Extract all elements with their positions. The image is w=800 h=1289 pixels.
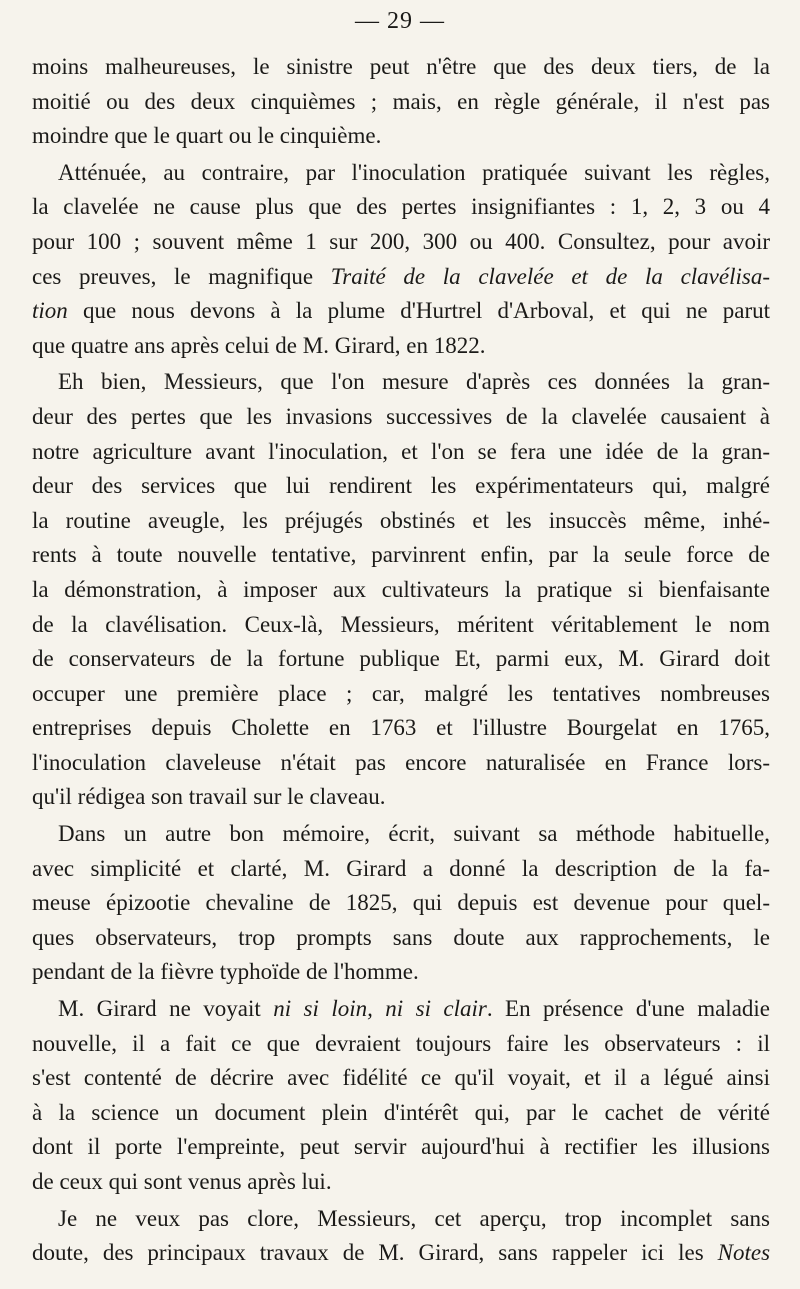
text-line: entreprises depuis Cholette en 1763 et l'illustre Bourgelat en 1765, <box>32 715 770 741</box>
text-line: meuse épizootie chevaline de 1825, qui depuis est devenue pour quel- <box>32 890 770 916</box>
text-line: Dans un autre bon mémoire, écrit, suivant sa méthode habituelle, <box>58 821 770 847</box>
text-line: pendant de la fièvre typhoïde de l'homme. <box>32 959 419 985</box>
text-line: de la clavélisation. Ceux-là, Messieurs, méritent véritablement le nom <box>32 611 770 637</box>
text-line: pour 100 ; souvent même 1 sur 200, 300 ou 400. Consultez, pour avoir <box>32 228 770 254</box>
text-line: la démonstration, à imposer aux cultivateurs la pratique si bienfaisante <box>32 576 770 602</box>
italic-quote: ni si loin, ni si clair <box>273 996 487 1022</box>
text-line: moitié ou des deux cinquièmes ; mais, en règle générale, il n'est pas <box>32 88 770 114</box>
text-line: notre agriculture avant l'inoculation, et l'on se fera une idée de la gran- <box>32 438 770 464</box>
text-line: de ceux qui sont venus après lui. <box>32 1169 332 1194</box>
text-line: ques observateurs, trop prompts sans doute aux rapprochements, le <box>32 924 770 950</box>
text-line: que quatre ans après celui de M. Girard, en 1822. <box>32 332 486 358</box>
text-line: la clavelée ne cause plus que des pertes insignifiantes : 1, 2, 3 ou 4 <box>32 194 770 220</box>
paragraph-1 <box>32 50 770 154</box>
text-line: qu'il rédigea son travail sur le claveau. <box>32 784 386 810</box>
text-line <box>32 1236 770 1271</box>
paragraph-3 <box>32 365 770 815</box>
text-line: Atténuée, au contraire, par l'inoculation pratiquée suivant les règles, <box>58 159 770 185</box>
italic-title-end: tion <box>32 298 68 324</box>
text-line: de conservateurs de la fortune publique Et, parmi eux, M. Girard doit <box>32 646 770 672</box>
paragraph-5 <box>32 992 770 1200</box>
paragraph-2 <box>32 156 770 364</box>
text-segment: doute, des principaux travaux de M. Girard, sans rappeler ici les <box>32 1240 704 1266</box>
text-segment: M. Girard ne voyait <box>58 996 261 1022</box>
text-line: rents à toute nouvelle tentative, parvinrent enfin, par la seule force de <box>32 542 770 568</box>
text-line: deur des pertes que les invasions successives de la clavelée causaient à <box>32 403 770 429</box>
text-line: l'inoculation claveleuse n'était pas encore naturalisée en France lors- <box>32 749 770 775</box>
text-line: Eh bien, Messieurs, que l'on mesure d'après ces données la gran- <box>58 369 770 395</box>
text-line: Je ne veux pas clore, Messieurs, cet aperçu, trop incomplet sans <box>58 1205 770 1231</box>
text-line: occuper une première place ; car, malgré les tentatives nombreuses <box>32 680 770 706</box>
paragraph-4 <box>32 817 770 990</box>
text-line: s'est contenté de décrire avec fidélité ce qu'il voyait, et il a légué ainsi <box>32 1065 770 1091</box>
text-line: la routine aveugle, les préjugés obstinés et les insuccès même, inhé- <box>32 507 770 533</box>
text-segment: . En présence d'une maladie <box>486 996 770 1022</box>
paragraph-6 <box>32 1202 770 1271</box>
text-line <box>32 260 770 295</box>
text-line: avec simplicité et clarté, M. Girard a donné la description de la fa- <box>32 855 770 881</box>
text-line: nouvelle, il a fait ce que devraient toujours faire les observateurs : il <box>32 1030 770 1056</box>
text-line: moindre que le quart ou le cinquième. <box>32 123 382 149</box>
text-segment: ces preuves, le magnifique <box>32 263 314 289</box>
text-segment: que nous devons à la plume d'Hurtrel d'Arboval, et qui ne parut <box>82 298 770 324</box>
italic-title: Traité de la clavelée et de la clavélisa- <box>330 263 770 289</box>
body-text <box>32 50 770 1271</box>
italic-word: Notes <box>717 1240 771 1266</box>
text-line: dont il porte l'empreinte, peut servir aujourd'hui à rectifier les illusions <box>32 1134 770 1160</box>
text-line: à la science un document plein d'intérêt qui, par le cachet de vérité <box>32 1099 770 1125</box>
text-line: moins malheureuses, le sinistre peut n'être que des deux tiers, de la <box>32 54 770 79</box>
text-line <box>32 294 770 329</box>
page-number: — 29 — <box>355 8 445 34</box>
text-line: deur des services que lui rendirent les expérimentateurs qui, malgré <box>32 473 770 499</box>
text-line <box>32 992 770 1027</box>
